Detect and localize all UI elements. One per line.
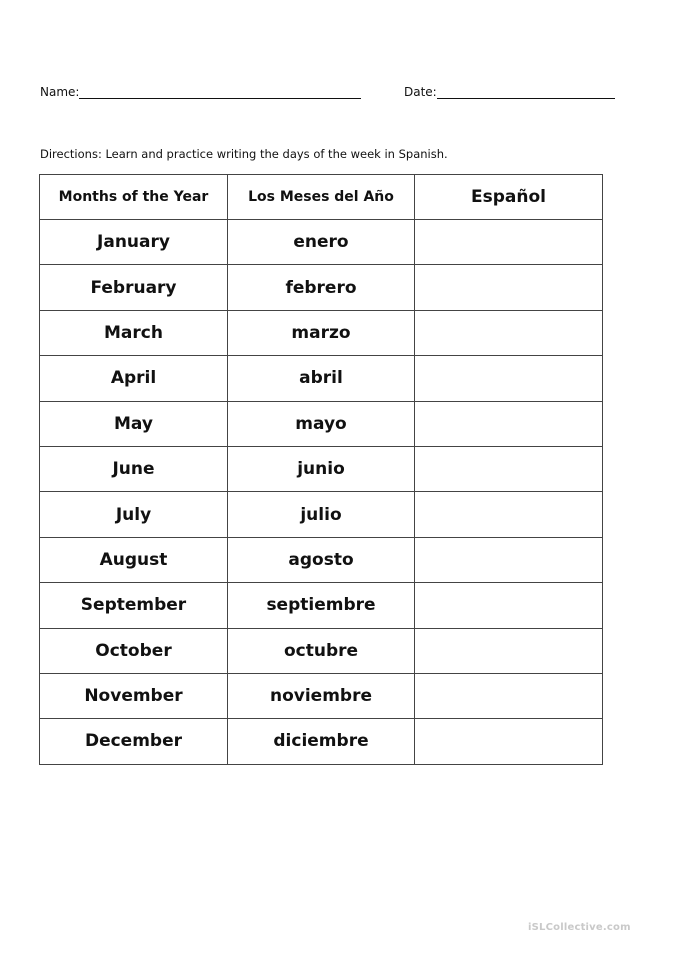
worksheet-header [40,84,640,104]
english-month-cell: December [40,719,228,764]
spanish-month-cell: agosto [228,537,415,582]
spanish-month-cell: junio [228,446,415,491]
date-blank-line[interactable] [437,84,615,99]
spanish-month-cell: julio [228,492,415,537]
english-month-cell: September [40,583,228,628]
english-month-cell: May [40,401,228,446]
date-field [404,84,615,99]
spanish-month-cell: noviembre [228,673,415,718]
table-row [40,537,603,582]
spanish-month-cell: septiembre [228,583,415,628]
table-row [40,401,603,446]
name-label: Name: [40,85,80,99]
directions-text: Directions: Learn and practice writing the days of the week in Spanish. [40,147,448,161]
table-row [40,446,603,491]
practice-writing-cell[interactable] [415,310,603,355]
english-month-cell: January [40,220,228,265]
spanish-month-cell: diciembre [228,719,415,764]
english-month-cell: July [40,492,228,537]
english-month-cell: October [40,628,228,673]
practice-writing-cell[interactable] [415,719,603,764]
practice-writing-cell[interactable] [415,401,603,446]
table-row [40,220,603,265]
date-label: Date: [404,85,437,99]
practice-writing-cell[interactable] [415,628,603,673]
months-table-body [40,220,603,765]
name-field [40,84,361,99]
table-row [40,673,603,718]
spanish-month-cell: mayo [228,401,415,446]
table-row [40,356,603,401]
table-row [40,265,603,310]
spanish-month-cell: enero [228,220,415,265]
table-row [40,583,603,628]
header-english-months: Months of the Year [40,175,228,220]
months-table [39,174,603,765]
practice-writing-cell[interactable] [415,492,603,537]
spanish-month-cell: marzo [228,310,415,355]
practice-writing-cell[interactable] [415,583,603,628]
english-month-cell: April [40,356,228,401]
table-row [40,628,603,673]
practice-writing-cell[interactable] [415,265,603,310]
header-spanish-months: Los Meses del Año [228,175,415,220]
practice-writing-cell[interactable] [415,537,603,582]
english-month-cell: November [40,673,228,718]
practice-writing-cell[interactable] [415,356,603,401]
table-row [40,719,603,764]
practice-writing-cell[interactable] [415,220,603,265]
english-month-cell: August [40,537,228,582]
spanish-month-cell: febrero [228,265,415,310]
english-month-cell: March [40,310,228,355]
spanish-month-cell: octubre [228,628,415,673]
table-header-row [40,175,603,220]
name-blank-line[interactable] [79,84,361,99]
watermark: iSLCollective.com [528,922,631,933]
spanish-month-cell: abril [228,356,415,401]
english-month-cell: February [40,265,228,310]
table-row [40,492,603,537]
english-month-cell: June [40,446,228,491]
table-row [40,310,603,355]
header-espanol: Español [415,175,603,220]
practice-writing-cell[interactable] [415,673,603,718]
practice-writing-cell[interactable] [415,446,603,491]
